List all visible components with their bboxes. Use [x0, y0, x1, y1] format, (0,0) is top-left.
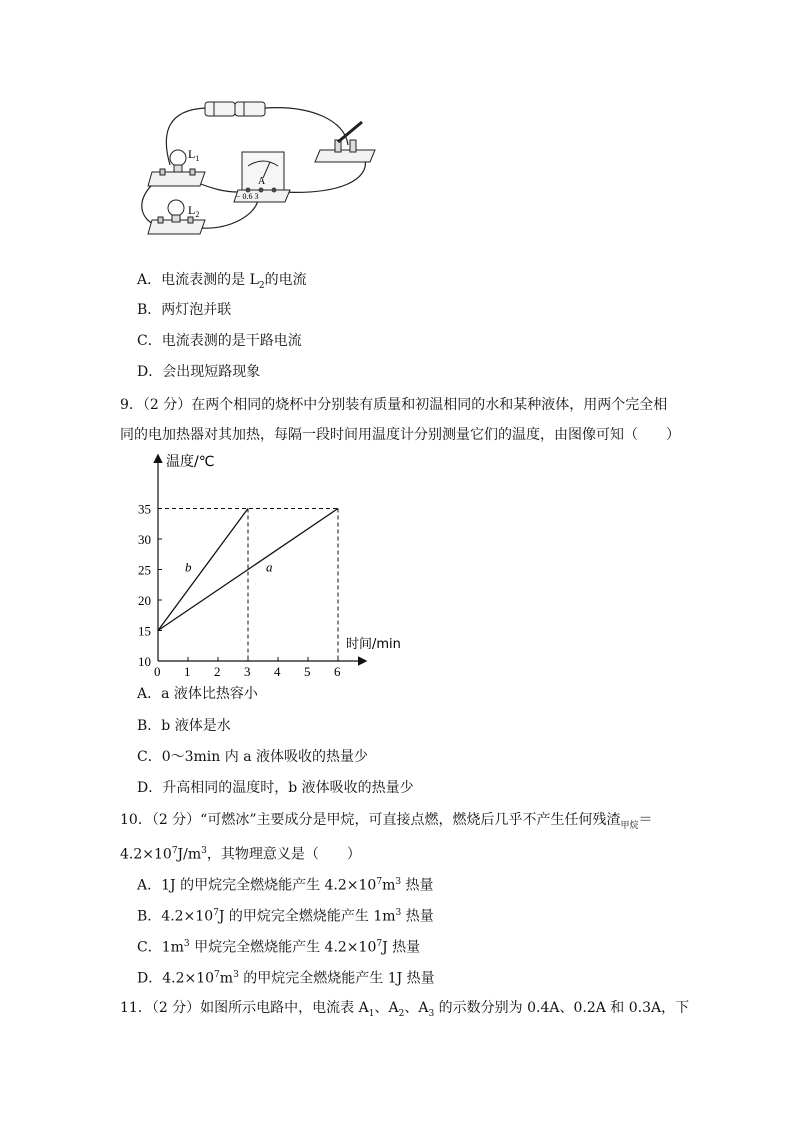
y-axis-label: 温度/℃ — [166, 454, 215, 470]
wire — [265, 108, 348, 145]
dashed-guides — [158, 509, 338, 662]
q9-stem-line-2: 同的电加热器对其加热，每隔一段时间用温度计分别测量它们的温度，由图像可知（ ） — [120, 427, 680, 443]
x-tick-label: 3 — [244, 664, 251, 679]
chart-series — [158, 509, 338, 631]
y-tick-label: 15 — [138, 623, 151, 639]
q10-stem-line-1: 10．（2 分）“可燃冰”主要成分是甲烷，可直接点燃，燃烧后几乎不产生任何残渣$_{甲烷}$＝ — [120, 812, 653, 831]
x-tick-label: 2 — [214, 664, 221, 679]
q8-option-a[interactable]: A．电流表测的是 $L_2$的电流 — [137, 272, 307, 291]
y-tick-label: 35 — [138, 501, 151, 517]
y-tick-label: 30 — [138, 532, 151, 547]
x-tick-label: 1 — [184, 664, 191, 679]
wire — [142, 182, 155, 225]
series-line-b — [158, 509, 248, 631]
q11-stem-line-1: 11．（2 分）如图所示电路中，电流表 $A_1$、$A_2$、$A_3$ 的示数分别为 0.4A、0.2A 和 0.3A，下 — [120, 1000, 690, 1019]
q9-option-b[interactable]: B．b 液体是水 — [137, 718, 231, 734]
q9-option-a[interactable]: A．a 液体比热容小 — [137, 686, 258, 702]
q10-option-b[interactable]: B．$4.2\times 10^7J$ 的甲烷完全燃烧能产生 $1m^3$ 热量 — [137, 908, 434, 925]
q8-option-d[interactable]: D．会出现短路现象 — [137, 364, 261, 380]
q8-option-c[interactable]: C．电流表测的是干路电流 — [137, 333, 302, 349]
q9-stem-line-1: 9．（2 分）在两个相同的烧杯中分别装有质量和初温相同的水和某种液体，用两个完全相 — [120, 397, 668, 413]
lamp-l1-label: $L_1$ — [188, 147, 200, 163]
lamp-l2-label: $L_2$ — [188, 203, 200, 219]
svg-text:A: A — [258, 176, 266, 187]
wire — [280, 158, 366, 192]
circuit-figure — [130, 100, 390, 260]
temperature-time-chart — [120, 448, 401, 680]
q10-option-a[interactable]: A．1J 的甲烷完全燃烧能产生 $4.2\times 10^7m^3$ 热量 — [137, 877, 434, 894]
series-label-b: b — [185, 559, 192, 575]
q9-option-c[interactable]: C．0～3min 内 a 液体吸收的热量少 — [137, 749, 368, 765]
x-tick-label: 6 — [334, 664, 341, 679]
q10-option-c[interactable]: C．$1m^3$ 甲烷完全燃烧能产生 $4.2\times 10^7J$ 热量 — [137, 939, 421, 956]
x-axis-label: 时间/min — [346, 637, 401, 652]
q8-option-b[interactable]: B．两灯泡并联 — [137, 302, 232, 318]
axis-ticks — [138, 502, 341, 680]
q9-option-d[interactable]: D．升高相同的温度时，b 液体吸收的热量少 — [137, 780, 414, 796]
y-tick-label: 25 — [138, 562, 151, 578]
x-tick-label: 0 — [154, 664, 161, 679]
series-label-a: a — [266, 559, 273, 575]
q10-option-d[interactable]: D．$4.2\times 10^7m^3$ 的甲烷完全燃烧能产生 1J 热量 — [137, 970, 435, 987]
q10-stem-line-2: $4.2\times 10^7J/m^3$，其物理意义是（ ） — [120, 846, 361, 863]
x-tick-label: 4 — [274, 664, 281, 679]
wire — [200, 200, 258, 228]
y-tick-label: 20 — [138, 593, 151, 608]
ammeter-scale: − 0.6 3 — [236, 192, 259, 201]
battery-icon — [205, 102, 265, 116]
x-tick-label: 5 — [304, 664, 311, 679]
y-tick-label: 10 — [138, 654, 151, 669]
switch-icon — [315, 122, 375, 162]
